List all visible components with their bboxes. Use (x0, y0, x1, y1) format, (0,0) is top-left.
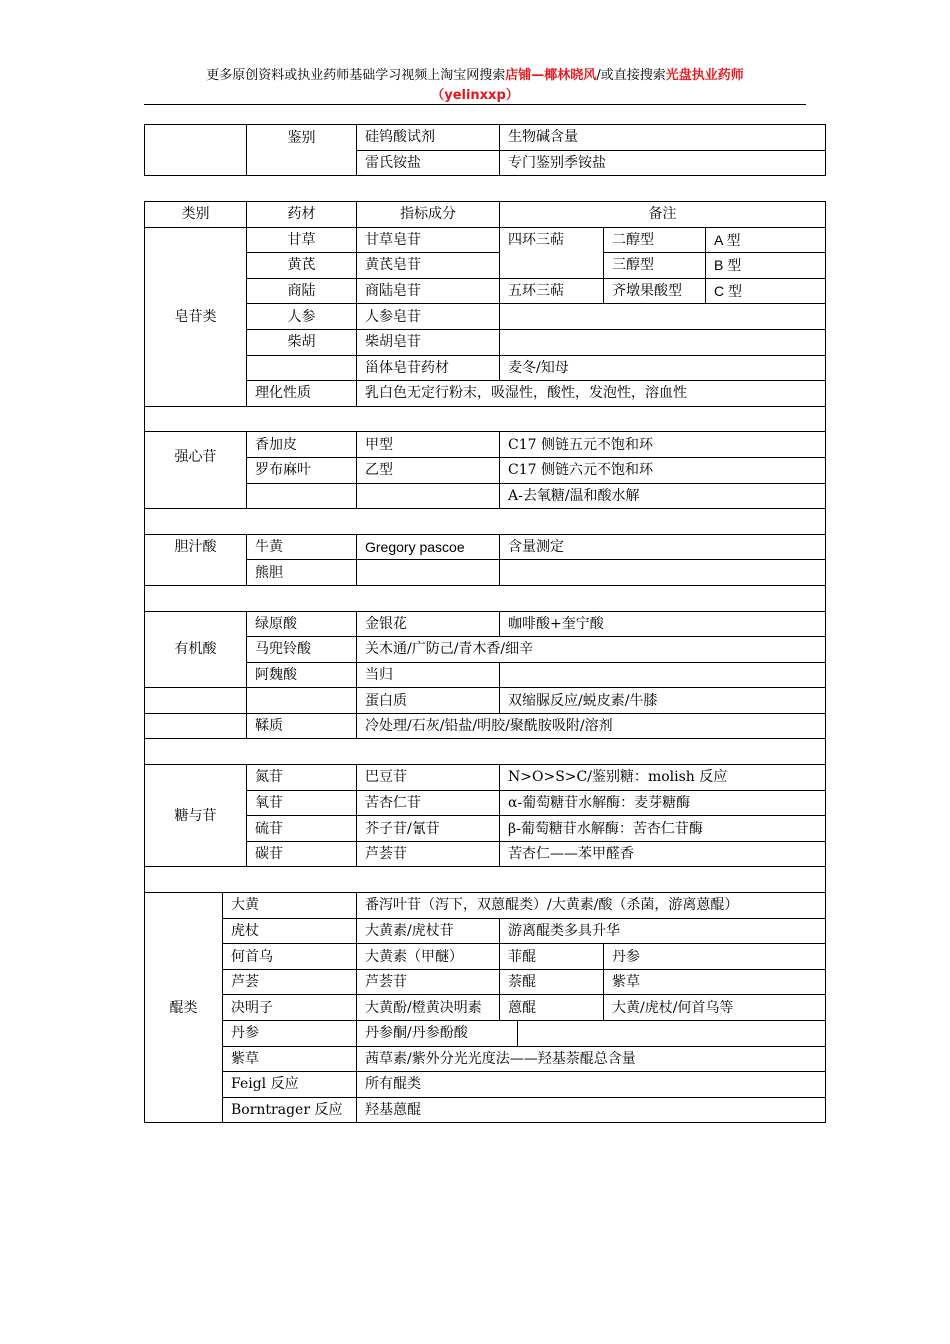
table-cell (145, 867, 826, 893)
table-row (145, 790, 826, 816)
table-row (145, 483, 826, 509)
table-cell: 芥子苷/氰苷 (357, 816, 500, 842)
table-cell: 芦荟 (223, 969, 357, 995)
table-cell: 萘醌 (500, 969, 604, 995)
table-cell: 巴豆苷 (357, 765, 500, 791)
table-cell: 商陆皂苷 (357, 278, 500, 304)
spacer-row (145, 867, 826, 893)
shop-name: 店铺—椰林晓风 (505, 68, 597, 83)
table-row (145, 713, 826, 739)
table-cell: 双缩脲反应/蜕皮素/牛膝 (500, 688, 826, 714)
table-cell (518, 1021, 826, 1047)
column-header: 备注 (500, 202, 826, 228)
table-cell: 冷处理/石灰/铅盐/明胶/聚酰胺吸附/溶剂 (357, 713, 826, 739)
table-row (145, 841, 826, 867)
table-cell: 羟基蒽醌 (357, 1097, 826, 1123)
table-cell (145, 406, 826, 432)
table-cell (145, 125, 247, 176)
table-cell: 芦荟苷 (357, 841, 500, 867)
table-row (145, 944, 826, 970)
table-cell: Feigl 反应 (223, 1072, 357, 1098)
spacer-row (145, 585, 826, 611)
table-row (145, 893, 826, 919)
table-cell (357, 483, 500, 509)
table-cell: β-葡萄糖苷水解酶：苦杏仁苷酶 (500, 816, 826, 842)
table-cell: 雷氏铵盐 (357, 150, 500, 176)
table-cell: 生物碱含量 (500, 125, 826, 151)
table-cell (145, 688, 247, 714)
table-row (145, 816, 826, 842)
table-alkaloid-identification (144, 124, 826, 176)
table-cell: 茜草素/紫外分光光度法——羟基萘醌总含量 (357, 1046, 826, 1072)
table-constituents (144, 201, 826, 1123)
table-cell (247, 483, 357, 509)
table-row (145, 1046, 826, 1072)
table-row (145, 765, 826, 791)
table-row (145, 253, 826, 279)
table-cell: 金银花 (357, 611, 500, 637)
table-cell: 阿魏酸 (247, 662, 357, 688)
table-cell: 理化性质 (247, 381, 357, 407)
table-cell: 柴胡 (247, 329, 357, 355)
table-cell: 决明子 (223, 995, 357, 1021)
header-text: /或直接搜索 (596, 68, 666, 83)
table-cell: 黄芪皂苷 (357, 253, 500, 279)
header-line-2: （yelinxxp） (431, 88, 519, 103)
table-cell: 罗布麻叶 (247, 457, 357, 483)
table-row (145, 560, 826, 586)
table-cell: 乳白色无定行粉末，吸湿性，酸性，发泡性，溶血性 (357, 381, 826, 407)
table-cell (145, 739, 826, 765)
column-header: 类别 (145, 202, 247, 228)
table-cell: 芦荟苷 (357, 969, 500, 995)
table-row (145, 534, 826, 560)
category-cell: 皂苷类 (145, 227, 247, 406)
spacer-row (145, 509, 826, 535)
category-cell: 胆汁酸 (145, 534, 247, 585)
table-cell: 乙型 (357, 457, 500, 483)
spacer-row (145, 406, 826, 432)
table-row (145, 688, 826, 714)
table-row (145, 432, 826, 458)
table-cell: A 型 (706, 227, 826, 253)
header-rule (144, 104, 806, 105)
table-cell: Gregory pascoe (357, 534, 500, 560)
table-cell: α-葡萄糖苷水解酶：麦芽糖酶 (500, 790, 826, 816)
table-cell: 番泻叶苷（泻下，双蒽醌类）/大黄素/酸（杀菌，游离蒽醌） (357, 893, 826, 919)
table-cell: 大黄 (223, 893, 357, 919)
table-cell: 绿原酸 (247, 611, 357, 637)
page-header (144, 66, 806, 106)
table-cell: 大黄素（甲醚） (357, 944, 500, 970)
table-cell: 大黄酚/橙黄决明素 (357, 995, 500, 1021)
table-cell: 二醇型 (604, 227, 706, 253)
table-cell: 丹参 (604, 944, 826, 970)
table-row (145, 637, 826, 663)
column-header: 指标成分 (357, 202, 500, 228)
table-cell: 苦杏仁——苯甲醛香 (500, 841, 826, 867)
table-row (145, 1072, 826, 1098)
header-line-1 (144, 66, 806, 86)
table-row (145, 278, 826, 304)
search-keyword: 光盘执业药师 (665, 68, 744, 83)
table-cell: 鞣质 (247, 713, 357, 739)
table-row (145, 918, 826, 944)
table-cell: 紫草 (604, 969, 826, 995)
category-cell: 醌类 (145, 893, 223, 1123)
spacer-row (145, 739, 826, 765)
table-cell: 香加皮 (247, 432, 357, 458)
table-cell: 氧苷 (247, 790, 357, 816)
table-cell: 甲型 (357, 432, 500, 458)
table-cell: 丹参 (223, 1021, 357, 1047)
table-cell: Borntrager 反应 (223, 1097, 357, 1123)
table-row (145, 457, 826, 483)
table-cell: C17 侧链六元不饱和环 (500, 457, 826, 483)
table-row (145, 1021, 826, 1047)
table-cell: 齐墩果酸型 (604, 278, 706, 304)
table-cell: 人参 (247, 304, 357, 330)
table-cell: C 型 (706, 278, 826, 304)
table-cell: 紫草 (223, 1046, 357, 1072)
table-cell: 人参皂苷 (357, 304, 500, 330)
table-cell: B 型 (706, 253, 826, 279)
table-cell: 黄芪 (247, 253, 357, 279)
table-cell: 蒽醌 (500, 995, 604, 1021)
table-cell: 氮苷 (247, 765, 357, 791)
table-cell (145, 585, 826, 611)
table-cell (500, 329, 826, 355)
table-row (145, 227, 826, 253)
table-header-row (145, 202, 826, 228)
table-cell: 甾体皂苷药材 (357, 355, 500, 381)
table-row (145, 611, 826, 637)
table-row (145, 304, 826, 330)
table-cell: 甘草皂苷 (357, 227, 500, 253)
table-cell: 麦冬/知母 (500, 355, 826, 381)
table-cell: 丹参酮/丹参酚酸 (357, 1021, 518, 1047)
table-cell: 当归 (357, 662, 500, 688)
header-text: 更多原创资料或执业药师基础学习视频上淘宝网搜索 (206, 68, 506, 83)
table-row (145, 995, 826, 1021)
table-cell: 碳苷 (247, 841, 357, 867)
table-cell: 大黄/虎杖/何首乌等 (604, 995, 826, 1021)
table-cell (247, 688, 357, 714)
table-cell: 大黄素/虎杖苷 (357, 918, 500, 944)
table-cell: 硫苷 (247, 816, 357, 842)
table-cell: 菲醌 (500, 944, 604, 970)
category-cell: 强心苷 (145, 432, 247, 509)
table-cell: C17 侧链五元不饱和环 (500, 432, 826, 458)
table-cell: 咖啡酸+奎宁酸 (500, 611, 826, 637)
table-cell (247, 355, 357, 381)
table-cell: 硅钨酸试剂 (357, 125, 500, 151)
table-cell: 五环三萜 (500, 278, 604, 304)
table-row (145, 662, 826, 688)
table-cell (500, 304, 826, 330)
table-cell (145, 509, 826, 535)
table-cell: 甘草 (247, 227, 357, 253)
column-header: 药材 (247, 202, 357, 228)
table-cell: 牛黄 (247, 534, 357, 560)
table-cell: 四环三萜 (500, 227, 604, 278)
table-row (145, 355, 826, 381)
table-cell: 关木通/广防己/青木香/细辛 (357, 637, 826, 663)
table-cell: 三醇型 (604, 253, 706, 279)
table-cell: 马兜铃酸 (247, 637, 357, 663)
table-cell: 所有醌类 (357, 1072, 826, 1098)
table-cell: 虎杖 (223, 918, 357, 944)
table-cell: 含量测定 (500, 534, 826, 560)
table-cell: A-去氧糖/温和酸水解 (500, 483, 826, 509)
table-row (145, 329, 826, 355)
table-cell: 柴胡皂苷 (357, 329, 500, 355)
table-cell: 熊胆 (247, 560, 357, 586)
table-cell: 专门鉴别季铵盐 (500, 150, 826, 176)
table-cell: 苦杏仁苷 (357, 790, 500, 816)
table-cell: 游离醌类多具升华 (500, 918, 826, 944)
table-cell: 蛋白质 (357, 688, 500, 714)
table-cell (500, 560, 826, 586)
table-cell (357, 560, 500, 586)
category-cell: 有机酸 (145, 611, 247, 688)
table-cell: 商陆 (247, 278, 357, 304)
table-row (145, 125, 826, 151)
table-cell: 鉴别 (247, 125, 357, 176)
table-cell: N>O>S>C/鉴别糖：molish 反应 (500, 765, 826, 791)
table-cell (145, 713, 247, 739)
table-row (145, 1097, 826, 1123)
table-cell (500, 662, 826, 688)
table-row (145, 969, 826, 995)
category-cell: 糖与苷 (145, 765, 247, 867)
table-row (145, 381, 826, 407)
table-cell: 何首乌 (223, 944, 357, 970)
